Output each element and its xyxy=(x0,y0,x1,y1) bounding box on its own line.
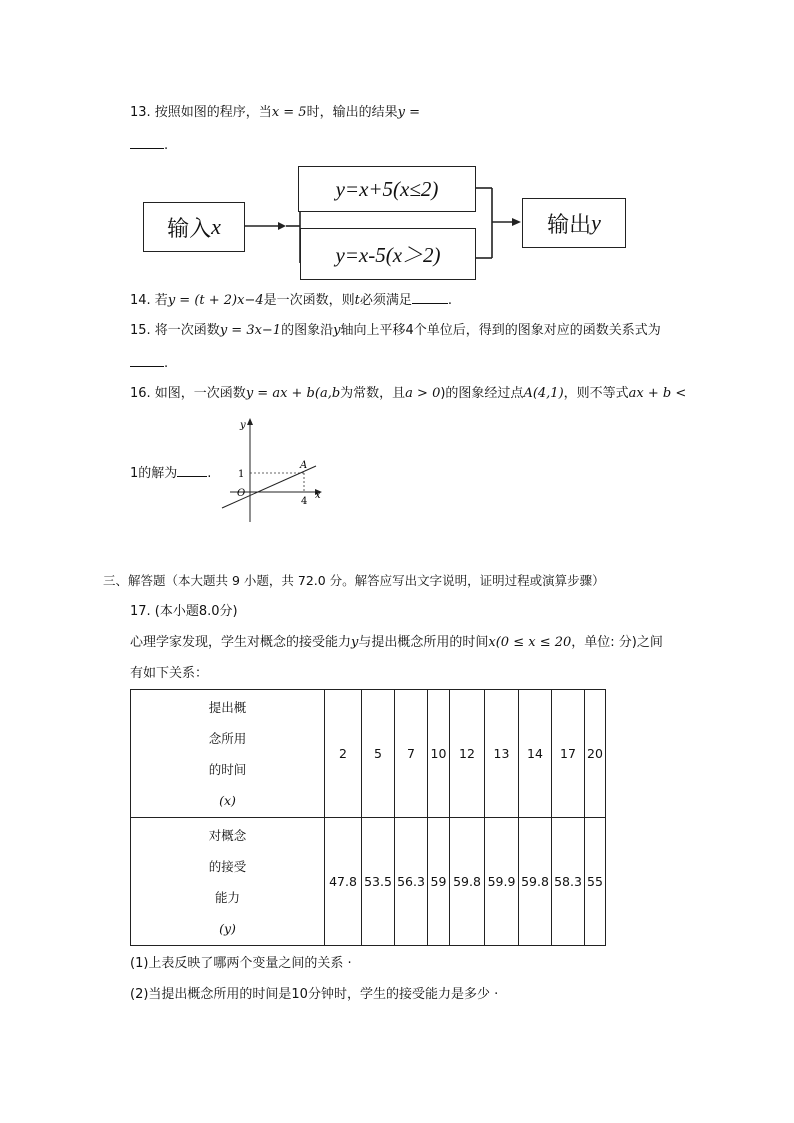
table-cell: 7 xyxy=(395,690,428,818)
table-cell: 10 xyxy=(428,690,450,818)
row-y-label-4: (y) xyxy=(219,920,236,936)
q14-line xyxy=(130,291,452,310)
row-y-label-2: 的接受 xyxy=(208,858,247,874)
branch2-box xyxy=(300,228,476,280)
graph-tick-x: 4 xyxy=(301,496,308,507)
q17-para1 xyxy=(130,634,663,652)
table-cell: 47.8 xyxy=(325,818,362,946)
table-cell: 13 xyxy=(485,690,519,818)
table-cell: 5 xyxy=(362,690,395,818)
branch1-box xyxy=(298,166,476,212)
table-row-y xyxy=(131,818,606,946)
q13-text: 13. 按照如图的程序，当 xyxy=(130,105,272,120)
q16-paren: (a,b xyxy=(314,386,341,401)
q15-after: 轴向上平移4个单位后，得到的图象对应的函数关系式为 xyxy=(340,323,661,338)
q17-sub2: (2)当提出概念所用的时间是10分钟时，学生的接受能力是多少 · xyxy=(130,987,499,1002)
table-cell: 59.8 xyxy=(519,818,552,946)
table-cell: 59.9 xyxy=(485,818,519,946)
output-box xyxy=(522,198,626,248)
q13-text-after: 时，输出的结果 xyxy=(306,105,398,120)
row-y-header xyxy=(131,818,325,946)
row-x-header xyxy=(131,690,325,818)
row-x-label-4: (x) xyxy=(219,792,236,808)
q17-var-x: x xyxy=(488,635,496,650)
graph-tick-y: 1 xyxy=(238,469,245,480)
input-box xyxy=(143,202,245,252)
input-label: 输入 xyxy=(167,215,212,241)
q15-axis: y xyxy=(333,323,341,338)
graph-y-label: y xyxy=(240,420,246,431)
output-label: 输出 xyxy=(547,211,592,237)
q16-line xyxy=(130,385,686,403)
table-cell: 20 xyxy=(585,690,606,818)
q13-line xyxy=(130,104,420,122)
q14-text: 14. 若 xyxy=(130,293,168,308)
q16-end: . xyxy=(207,466,212,481)
row-x-label-1: 提出概 xyxy=(208,699,247,715)
table-cell: 2 xyxy=(325,690,362,818)
graph-y-arrow xyxy=(247,418,253,425)
q13-answer-line xyxy=(130,136,168,155)
q15-text: 15. 将一次函数 xyxy=(130,323,220,338)
q17-var-y: y xyxy=(351,635,359,650)
graph-x-label: x xyxy=(315,490,321,501)
q16-inequality: ax + b < xyxy=(628,386,687,401)
q15-expression: y = 3x−1 xyxy=(219,323,282,338)
q16-answer-line xyxy=(130,464,211,483)
flowchart xyxy=(140,160,640,290)
table-cell: 56.3 xyxy=(395,818,428,946)
q14-after: 必须满足 xyxy=(359,293,412,308)
q17-para1-end: ，单位: 分)之间 xyxy=(571,635,663,650)
table-cell: 17 xyxy=(552,690,585,818)
q15-line xyxy=(130,322,661,340)
q17-condition: (0 ≤ x ≤ 20 xyxy=(495,635,572,650)
row-x-label-2: 念所用 xyxy=(208,730,247,746)
q16-line2: 1的解为 xyxy=(130,466,178,481)
q13-condition: x = 5 xyxy=(271,105,307,120)
output-var: y xyxy=(591,210,601,235)
q14-expression: y = (t + 2)x−4 xyxy=(167,293,264,308)
section3-title: 三、解答题（本大题共 9 小题，共 72.0 分。解答应写出文字说明，证明过程或演算步骤） xyxy=(103,573,605,588)
q16-graph xyxy=(218,414,330,526)
q15-mid: 的图象沿 xyxy=(281,323,334,338)
q16-after2: ，则不等式 xyxy=(563,386,629,401)
branch1-formula: y=x+5(x≤2) xyxy=(335,176,439,201)
table-cell: 58.3 xyxy=(552,818,585,946)
q17-sub1: (1)上表反映了哪两个变量之间的关系 · xyxy=(130,956,352,971)
table-cell: 53.5 xyxy=(362,818,395,946)
q14-answer-blank xyxy=(412,291,448,304)
table-cell: 59.8 xyxy=(450,818,485,946)
q16-text: 16. 如图，一次函数 xyxy=(130,386,246,401)
q17-table xyxy=(130,689,606,946)
q17-para1-mid: 与提出概念所用的时间 xyxy=(358,635,489,650)
q14-mid: 是一次函数，则 xyxy=(263,293,355,308)
row-y-label-1: 对概念 xyxy=(208,827,247,843)
table-cell: 14 xyxy=(519,690,552,818)
q17-para2: 有如下关系： xyxy=(130,666,209,681)
row-x-label-3: 的时间 xyxy=(208,761,247,777)
q17-para1-text: 心理学家发现，学生对概念的接受能力 xyxy=(130,635,352,650)
q15-end: . xyxy=(164,356,169,371)
input-var: x xyxy=(211,214,221,239)
q16-condition: a > 0 xyxy=(405,386,441,401)
q17-header: 17. (本小题8.0分) xyxy=(130,604,238,619)
q14-end: . xyxy=(447,293,453,308)
q16-expression: y = ax + b xyxy=(245,386,315,401)
table-cell: 59 xyxy=(428,818,450,946)
q16-point: A(4,1) xyxy=(523,386,564,401)
table-cell: 12 xyxy=(450,690,485,818)
q13-answer-blank xyxy=(130,136,164,149)
q15-answer-blank xyxy=(130,354,164,367)
q16-answer-blank xyxy=(177,464,207,477)
q16-mid: 为常数，且 xyxy=(340,386,406,401)
graph-point-label: A xyxy=(300,460,308,471)
q13-end: . xyxy=(164,138,169,153)
branch2-formula: y=x-5(x＞2) xyxy=(335,243,441,267)
q16-after: )的图象经过点 xyxy=(440,386,524,401)
row-y-label-3: 能力 xyxy=(214,889,240,905)
q15-answer-line xyxy=(130,354,168,373)
q14-var: t xyxy=(354,293,360,308)
graph-origin-label: O xyxy=(237,488,246,499)
table-cell: 55 xyxy=(585,818,606,946)
table-row-x xyxy=(131,690,606,818)
q13-result-var: y = xyxy=(397,105,420,120)
